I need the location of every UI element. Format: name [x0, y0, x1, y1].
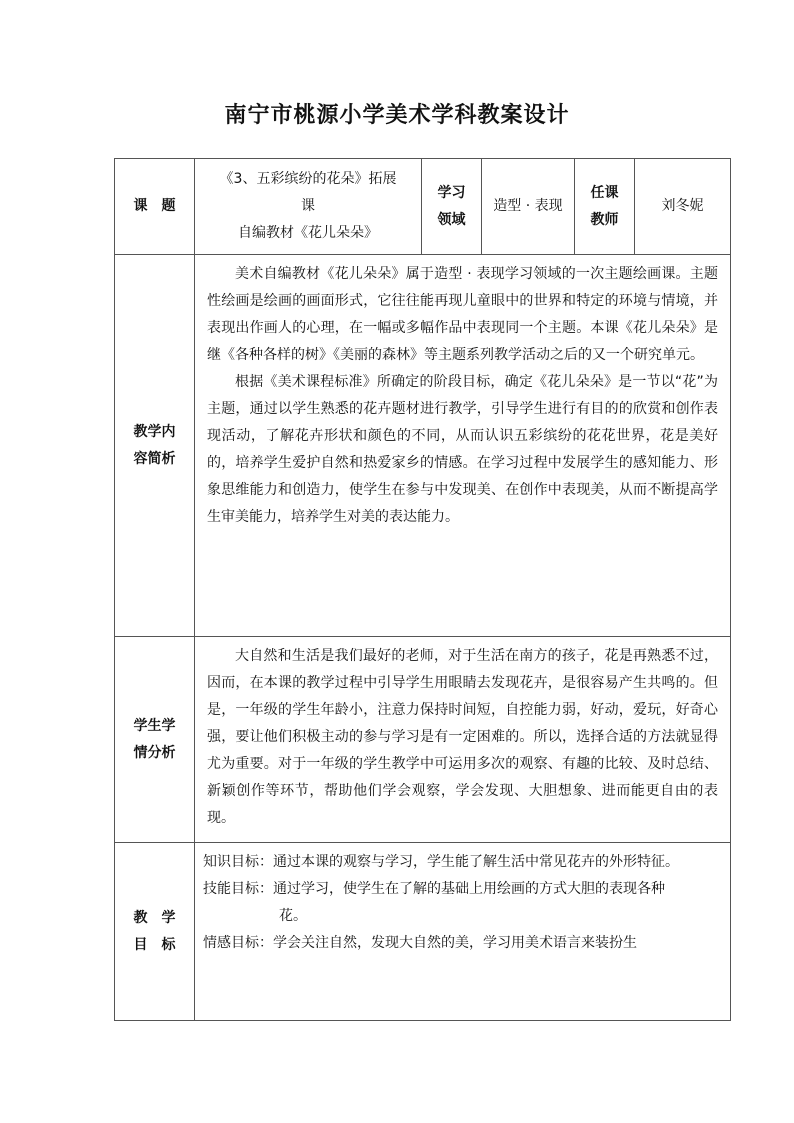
content-analysis-row — [115, 255, 731, 637]
lesson-plan-table — [114, 158, 731, 1021]
teaching-goals-label — [115, 843, 195, 1021]
teaching-goals-row — [115, 843, 731, 1021]
document-title: 南宁市桃源小学美术学科教案设计 — [224, 103, 570, 128]
skill-goal: 技能目标：通过学习，使学生在了解的基础上用绘画的方式大胆的表现各种 — [203, 881, 665, 897]
field-value: 造型 · 表现 — [482, 159, 575, 255]
teacher-label: 任课教师 — [575, 159, 635, 255]
header-row — [115, 159, 731, 255]
course-title-line3: 自编教材《花儿朵朵》 — [238, 225, 378, 241]
content-analysis-text — [195, 255, 731, 637]
course-label: 课题 — [115, 159, 195, 255]
course-title-line2: 课 — [301, 198, 315, 214]
student-analysis-label: 学生学情分析 — [115, 637, 195, 843]
student-paragraph: 大自然和生活是我们最好的老师，对于生活在南方的孩子，花是再熟悉不过，因而，在本课的教学过程中引导学生用眼睛去发现花卉，是很容易产生共鸣的。但是，一年级的学生年龄小，注意力保持时间短，自控能力弱，好动，爱玩，好奇心强，要让他们积极主动的参与学习是有一定困难的。所以，选择合适的方法就显得尤为重要。对于一年级的学生教学中可运用多次的观察、有趣的比较、及时总结、新颖创作等环节，帮助他们学会观察，学会发现、大胆想象、进而能更自由的表现。 — [207, 648, 718, 826]
content-paragraph-1: 美术自编教材《花儿朵朵》属于造型 · 表现学习领域的一次主题绘画课。主题性绘画是绘画的画面形式，它往往能再现儿童眼中的世界和特定的环境与情境，并表现出作画人的心理，在一幅或多幅作品中表现同一个主题。本课《花儿朵朵》是继《各种各样的树》《美丽的森林》等主题系列教学活动之后的又一个研究单元。 — [207, 266, 718, 363]
skill-goal-cont: 花。 — [279, 908, 307, 924]
goals-label-line1: 教学 — [133, 909, 190, 926]
teacher-name: 刘冬妮 — [635, 159, 731, 255]
course-title-line1: 《3、五彩缤纷的花朵》拓展 — [219, 171, 397, 187]
knowledge-goal: 知识目标：通过本课的观察与学习，学生能了解生活中常见花卉的外形特征。 — [203, 854, 679, 870]
emotion-goal: 情感目标：学会关注自然，发现大自然的美，学习用美术语言来装扮生 — [203, 935, 637, 951]
student-analysis-row — [115, 637, 731, 843]
teaching-goals-text — [195, 843, 731, 1021]
course-title-cell — [195, 159, 422, 255]
field-label: 学习领域 — [422, 159, 482, 255]
goals-label-line2: 目标 — [133, 936, 190, 953]
student-analysis-text — [195, 637, 731, 843]
content-analysis-label: 教学内容简析 — [115, 255, 195, 637]
content-paragraph-2: 根据《美术课程标准》所确定的阶段目标，确定《花儿朵朵》是一节以“花”为主题，通过以学生熟悉的花卉题材进行教学，引导学生进行有目的的欣赏和创作表现活动，了解花卉形状和颜色的不同，从而认识五彩缤纷的花花世界，花是美好的，培养学生爱护自然和热爱家乡的情感。在学习过程中发展学生的感知能力、形象思维能力和创造力，使学生在参与中发现美、在创作中表现美，从而不断提高学生审美能力，培养学生对美的表达能力。 — [207, 374, 718, 525]
